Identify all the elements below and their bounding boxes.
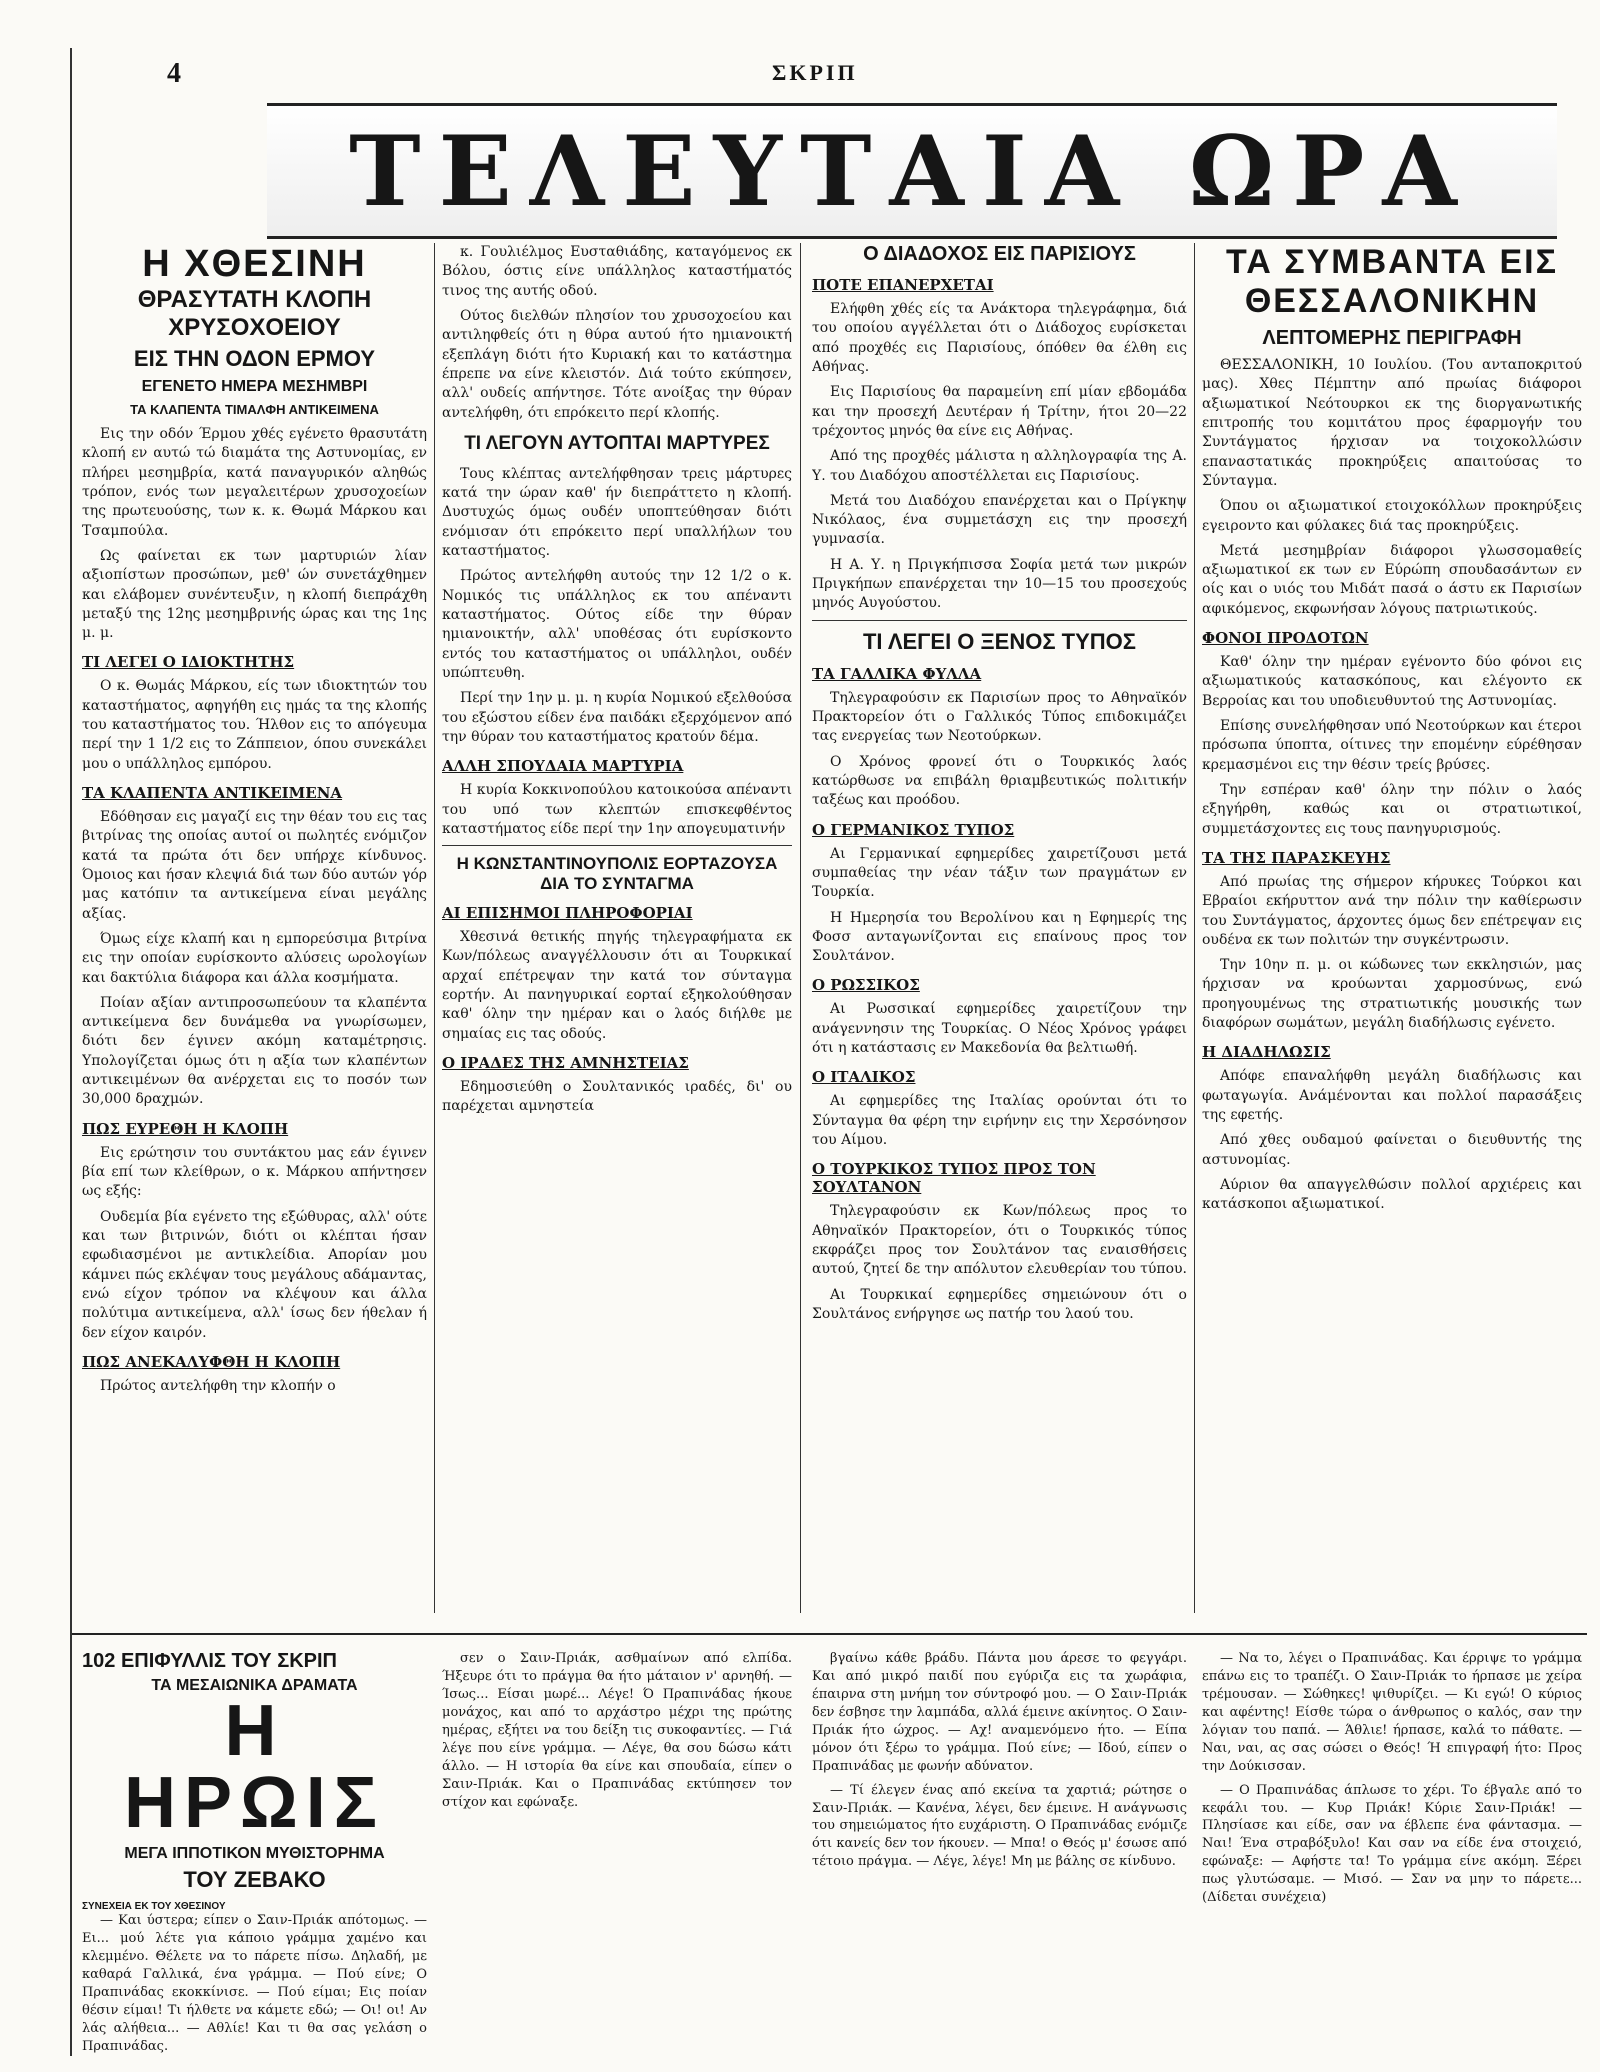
subheading: Ο ΤΟΥΡΚΙΚΟΣ ΤΥΠΟΣ ΠΡΟΣ ΤΟΝ ΣΟΥΛΤΑΝΟΝ <box>812 1160 1096 1197</box>
column-thessaloniki <box>1202 243 1582 1221</box>
feuilleton-col-3 <box>812 1650 1187 2050</box>
paragraph: Καθ' όλην την ημέραν εγένοντο δύο φόνοι εις αξιωματικούς κατασκόπους, και ελέγοντο εκ Βερροίας και του υποδιευθυντού της Αστυνομίας. <box>1202 654 1582 709</box>
paragraph: Ο Χρόνος φρονεί ότι ο Τουρκικός λαός κατώρθωσε να επιβάλη θριαμβευτικώς πολιτικήν ταξέως και προόδου. <box>812 753 1187 809</box>
subheading: ΤΙ ΛΕΓΟΥΝ ΑΥΤΟΠΤΑΙ ΜΑΡΤΥΡΕΣ <box>464 432 770 454</box>
section-banner: ΤΕΛΕΥΤΑΙΑ ΩΡΑ <box>267 103 1557 239</box>
subheading: Η ΔΙΑΔΗΛΩΣΙΣ <box>1202 1043 1331 1062</box>
column-foreign-press <box>812 243 1187 1330</box>
paragraph: Η Ημερησία του Βερολίνου και η Εφημερίς της Φοσσ ανταγωνίζονται εις επαίνους προς τον Σουλτάνον. <box>812 909 1187 965</box>
page-header <box>72 58 1587 98</box>
feuilleton-col-4 <box>1202 1650 1582 2050</box>
paragraph: Ο κ. Θωμάς Μάρκου, είς των ιδιοκτητών του καταστήματος, αφηγήθη εις ημάς τα της κλοπής του καταστήματος του. Ήλθον εις το απόγευμα περί την 1 1/2 εις το Ζάππειον, όπου συνεκάλει μου ο υπάλληλος εμπόρου. <box>82 678 427 772</box>
story-subtitle: ΕΙΣ ΤΗΝ ΟΔΟΝ ΕΡΜΟΥ <box>133 346 376 371</box>
subheading: Η ΚΩΝΣΤΑΝΤΙΝΟΥΠΟΛΙΣ ΕΟΡΤΑΖΟΥΣΑ ΔΙΑ ΤΟ ΣΥΝΤΑΓΜΑ <box>456 854 778 894</box>
paragraph: Ελήφθη χθές είς τα Ανάκτορα τηλεγράφημα, διά του οποίου αγγέλλεται ότι ο Διάδοχος ευρίσκεται από προχθές εις Παρισίους, όπόθεν θα έλθη εις Αθήνας. <box>812 301 1187 375</box>
paragraph: Μετά μεσημβρίαν διάφοροι γλωσσομαθείς αξιωματικοί εκ των εν Εύρώπη σπουδασάντων εν οίς και ο υιός του Μιδάτ πασά ο άστυ εκ Παρισίων αφικόμενος, εκφωνήσαν λόγους πατριωτικούς. <box>1202 542 1582 617</box>
feuilleton-author: ΤΟΥ ΖΕΒΑΚΟ <box>183 1867 326 1892</box>
divider <box>812 620 1187 621</box>
paragraph: Από χθες ουδαμού φαίνεται ο διευθυντής της αστυνομίας. <box>1202 1132 1582 1168</box>
column-theft-story <box>82 243 427 1402</box>
subheading: ΠΟΤΕ ΕΠΑΝΕΡΧΕΤΑΙ <box>812 276 994 294</box>
feuilleton-subtitle: ΜΕΓΑ ΙΠΠΟΤΙΚΟΝ ΜΥΘΙΣΤΟΡΗΜΑ <box>124 1845 385 1862</box>
paragraph: Εδημοσιεύθη ο Σουλτανικός ιραδές, δι' ου παρέχεται αμνηστεία <box>442 1079 792 1115</box>
paragraph: Πρώτος αντελήφθη την κλοπήν ο <box>100 1377 336 1394</box>
paragraph: Επίσης συνελήφθησαν υπό Νεοτούρκων και έτεροι πρόσωπα ύποπτα, οίτινες την επομένην εύρέθησαν κρεμασμένοι εις την θέσιν τρείς βρύσες. <box>1202 718 1582 773</box>
paragraph: Τηλεγραφούσιν εκ Κων/πόλεως προς το Αθηναϊκόν Πρακτορείον, ότι ο Τουρκικός τύπος εκφράζει προς τον Σουλτάνον τας εναισθήσεις αυτού, ζητεί δε την απόλυτον ελευθερίαν του τύπου. <box>812 1203 1187 1278</box>
paragraph: Η Α. Υ. η Πριγκήπισσα Σοφία μετά των μικρών Πριγκήπων επανέρχεται την 10—15 του προσεχούς μηνός Αυγούστου. <box>812 556 1187 612</box>
subheading: ΦΟΝΟΙ ΠΡΟΔΟΤΩΝ <box>1202 629 1369 648</box>
subheading: ΠΩΣ ΕΥΡΕΘΗ Η ΚΛΟΠΗ <box>82 1119 289 1138</box>
paragraph: Όπου οι αξιωματικοί ετοιχοκόλλων προκηρύξεις εγειροντο και φύλακες διά τας προκηρύξεις. <box>1202 498 1582 534</box>
feuilleton-title: Η ΗΡΩΙΣ <box>124 1691 385 1843</box>
subheading: Ο ΙΤΑΛΙΚΟΣ <box>812 1068 916 1087</box>
paragraph: Χθεσινά θετικής πηγής τηλεγραφήματα εκ Κων/πόλεως αναγγέλλουσιν ότι αι Τουρκικαί αρχαί επέτρεψαν την κατά τον σύνταγμα εορτήν. Αι πανηγυρικαί εορταί εξηκολούθησαν καθ' όλην την ημέραν και ο λαός διήλθε με σημαίας εις τας οδούς. <box>442 929 792 1042</box>
feuilleton-series: ΕΠΙΦΥΛΛΙΣ ΤΟΥ ΣΚΡΙΠ <box>120 1650 337 1672</box>
paragraph: ΘΕΣΣΑΛΟΝΙΚΗ, 10 Ιουλίου. (Του ανταποκριτού μας). Χθες Πέμπτην από πρωίας διάφοροι αξιωματικοί Νεότουρκοι εκ της διοργανωτικής επιτροπής του κομιτάτου προς έφαρμογήν του Συντάγματος ήρχισαν να τοιχοκολλώσιν επαναστατικάς προκηρύξεις απαιτούσας το Σύνταγμα. <box>1202 357 1582 489</box>
paragraph: Ουδεμία βία εγένετο της εξώθυρας, αλλ' ούτε και των βιτρινών, διότι οι κλέπται ήσαν εφωδιασμένοι με αντικλείδια. Απορίαν μου κάμνει πώς εκλέψαν τους μεγάλους αδάμαντας, ενώ είχον τρόπον να κλέψουν και άλλα πολύτιμα αντικείμενα, αλλ' ίσως δεν ήθελαν ή δεν είχον καιρόν. <box>82 1208 427 1341</box>
paragraph: Από της προχθές μάλιστα η αλληλογραφία της Α. Υ. του Διαδόχου αποστέλλεται εις Παρισίους. <box>812 448 1187 484</box>
subheading: ΑΙ ΕΠΙΣΗΜΟΙ ΠΛΗΡΟΦΟΡΙΑΙ <box>442 904 693 923</box>
paragraph: Εις ερώτησιν του συντάκτου μας εάν έγινεν βία επί των κλείθρων, ο κ. Μάρκου απήντησεν ως εξής: <box>82 1144 427 1200</box>
subheading: ΠΩΣ ΑΝΕΚΑΛΥΦΘΗ Η ΚΛΟΠΗ <box>82 1352 341 1371</box>
newspaper-page <box>70 48 1587 2056</box>
paragraph: Αι εφημερίδες της Ιταλίας ορούνται ότι το Σύνταγμα θα φέρη την ειρήνην εις την Χερσόνησον του Αίμου. <box>812 1093 1187 1148</box>
column-divider <box>800 243 801 1613</box>
feuilleton-divider <box>72 1633 1587 1635</box>
feuilleton-header <box>82 1650 427 2056</box>
subheading: ΤΑ ΤΗΣ ΠΑΡΑΣΚΕΥΗΣ <box>1202 848 1391 867</box>
paragraph: Τηλεγραφούσιν εκ Παρισίων προς το Αθηναϊκόν Πρακτορείον ότι ο Γαλλικός Τύπος επιδοκιμάζει τας ενεργείας των Νεοτούρκων. <box>812 689 1187 745</box>
paragraph: Πρώτος αντελήφθη αυτούς την 12 1/2 ο κ. Νομικός τις υπάλληλος εκ του απέναντι καταστήματος. Ούτος είδε την θύραν ημιανοικτήν, αλλ' υποθέσας ότι ευρίσκοντο εντός του καταστήματος οι υπάλληλοι, ουδέν υπώπτευθη. <box>442 568 792 681</box>
subheading: ΤΙ ΛΕΓΕΙ Ο ΞΕΝΟΣ ΤΥΠΟΣ <box>862 628 1136 654</box>
column-divider <box>1194 243 1195 1613</box>
paragraph: Η κυρία Κοκκινοπούλου κατοικούσα απέναντι του υπό των κλεπτών επισκεφθέντος καταστήματος είδε περί την 1ην απογευματινήν <box>442 782 792 837</box>
column-witnesses <box>442 243 792 1123</box>
paragraph: Τους κλέπτας αντελήφθησαν τρεις μάρτυρες κατά την ώραν καθ' ήν διεπράττετο η κλοπή. Δυστυχώς όμως ουδέν υποπτεύθησαν διότι ενόμισαν ότι επρόκειτο περί υπαλλήλων του καταστήματος. <box>442 465 792 560</box>
paragraph: Περί την 1ην μ. μ. η κυρία Νομικού εξελθούσα του εξώστου είδεν ένα παιδάκι εξερχόμενον από την θύραν του καταστήματος κρατούν δέμα. <box>442 690 792 745</box>
subheading: ΤΑ ΓΑΛΛΙΚΑ ΦΥΛΛΑ <box>812 664 982 683</box>
story-title: ΤΑ ΣΥΜΒΑΝΤΑ ΕΙΣ ΘΕΣΣΑΛΟΝΙΚΗΝ <box>1225 243 1559 320</box>
paragraph: Αύριον θα απαγγελθώσιν πολλοί αρχιέρεις και κατάσκοποι αξιωματικοί. <box>1202 1176 1582 1213</box>
story-title: ΘΡΑΣΥΤΑΤΗ ΚΛΟΠΗ ΧΡΥΣΟΧΟΕΙΟΥ <box>137 286 372 341</box>
story-kicker: Η ΧΘΕΣΙΝΗ <box>142 243 367 285</box>
paragraph: Εις Παρισίους θα παραμείνη επί μίαν εβδομάδα και την προσεχή Δευτέραν ή Τρίτην, ήτοι 20—22 τρέχοντος μηνός θα είνε εις Αθήνας. <box>812 384 1187 439</box>
subheading: Ο ΡΩΣΣΙΚΟΣ <box>812 976 920 995</box>
paragraph: Την 10ην π. μ. οι κώδωνες των εκκλησιών, μας ήρχισαν να κρούωνται χαρμοσύνως, ενώ προηγουμένως της στρατιωτικής μουσικής των διαφόρων σωμάτων, μεγάλη διαδήλωσις εγένετο. <box>1202 957 1582 1032</box>
paragraph: Μετά του Διαδόχου επανέρχεται και ο Πρίγκηψ Νικόλαος, ένα συμμετάσχη εις την προσεχή γυμνασία. <box>812 492 1187 548</box>
subheading: ΤΙ ΛΕΓΕΙ Ο ΙΔΙΟΚΤΗΤΗΣ <box>82 653 295 672</box>
subheading: Ο ΔΙΑΔΟΧΟΣ ΕΙΣ ΠΑΡΙΣΙΟΥΣ <box>863 243 1136 265</box>
story-deck-2: ΤΑ ΚΛΑΠΕΝΤΑ ΤΙΜΑΛΦΗ ΑΝΤΙΚΕΙΜΕΝΑ <box>130 402 379 417</box>
paragraph: Ούτος διελθών πλησίον του χρυσοχοείου και αντιληφθείς ότι η θύρα αυτού ήτο ημιανοικτή εξεπλάγη διότι ήτο Κυριακή και το κατάστημα έπρεπε να είνε κλειστόν. Διά τούτο εκύπησεν, αλλ' ουδείς απήντησε. Τότε ανοίξας την θύραν αντελήφθη, ότι επρόκειτο περί κλοπής. <box>442 307 792 421</box>
paragraph: Από πρωίας της σήμερον κήρυκες Τούρκοι και Εβραίοι εκήρυττον ανά την πόλιν την καθίερωσιν του Συντάγματος, άρχοντες όμως δεν επέτρεψαν εις ουδένα εκ των πολιτών την συγκέντρωσιν. <box>1202 873 1582 948</box>
paragraph: Αι Ρωσσικαί εφημερίδες χαιρετίζουν την ανάγεννησιν της Τουρκίας. Ο Νέος Χρόνος γράφει ότι η κατάστασις εν Μακεδονία θα βελτιωθή. <box>812 1001 1187 1057</box>
subheading: Ο ΙΡΑΔΕΣ ΤΗΣ ΑΜΝΗΣΤΕΙΑΣ <box>442 1054 689 1072</box>
paragraph: Ποίαν αξίαν αντιπροσωπεύουν τα κλαπέντα αντικείμενα δεν δυνάμεθα να γνωρίσωμεν, διότι δεν έγινεν ακόμη καταμέτρησις. Υπολογίζεται όμως ότι η αξία των κλαπέντων αντικειμένων θα ανέρχεται εις το ποσόν των 30,000 δραχμών. <box>82 994 427 1108</box>
paragraph: — Και ύστερα; είπεν ο Σαιν-Πριάκ απότομως. — Ει... μού λέτε για κάποιο γράμμα χαμένο και κλεμμένο. Θέλετε να το πάρετε πίσω. Δηλαδή, με καθαρά Γαλλικά, ένα γράμμα. — Πού είνε; Ο Πραπινάδας εκοκκίνισε. — Πού είμαι; Εις ποίαν θέσιν είμαι! Τι ήλθετε να κάμετε εδώ; — Οι! οι! Αν λάς αλήθεια... — Αθλίε! Και τι θα σας γελάση ο Πραπινάδας. <box>82 1913 427 2054</box>
paragraph: — Ο Πραπινάδας άπλωσε το χέρι. Το έβγαλε από το κεφάλι του. — Κυρ Πριάκ! Κύριε Σαιν-Πριάκ! — Πλησίασε και είδε, σαν να έβλεπε ένα φάντασμα. — Ναι! Ένα στραβόξυλο! Και σαν να είδε ένα στοιχειό, εφώναξε: — Αφήστε τα! Το γράμμα είνε ακόμη. Ξέρει πως γλυτώσαμε. — Μισό. — Σαν να μην το πάρετε... (Δίδεται συνέχεια) <box>1202 1782 1582 1906</box>
divider <box>442 845 792 846</box>
paragraph: Όμως είχε κλαπή και η εμπορεύσιμα βιτρίνα εις την οποίαν ευρίσκοντο αλύσεις ωρολογίων και δακτύλια διάφορα και άλλα κοσμήματα. <box>82 930 427 986</box>
feuilleton-col-2 <box>442 1650 792 2050</box>
paper-name: ΣΚΡΙΠ <box>772 60 858 85</box>
paragraph: — Να το, λέγει ο Πραπινάδας. Και έρριψε το γράμμα επάνω εις το τραπέζι. Ο Σαιν-Πριάκ το ήρπασε με χείρα τρέμουσαν. — Σώθηκες! ψιθυρίζει. — Κι εγώ! Ο κύριος και αφέντης! Είσθε τώρα ο άνθρωπος ο καλός, σαν την λόγιαν του παπά. — Άθλιε! ήρπασε, καλά το πάθατε. — Ναι, ναι, ας σας σώσει ο Θεός! Ή επιγραφή ήτο: Προς την Δούκισσαν. <box>1202 1651 1582 1774</box>
paragraph: Απόφε επαναλήφθη μεγάλη διαδήλωσις και φωταγωγία. Ανάμένονται και πολλοί παρασάξεις της εφετής. <box>1202 1068 1582 1123</box>
feuilleton-continued: ΣΥΝΕΧΕΙΑ ΕΚ ΤΟΥ ΧΘΕΣΙΝΟΥ <box>82 1901 226 1912</box>
paragraph: Αι Γερμανικαί εφημερίδες χαιρετίζουσι μετά συμπαθείας την νέαν τάξιν των πραγμάτων εν Τουρκία. <box>812 845 1187 901</box>
paragraph: — Τί έλεγεν ένας από εκείνα τα χαρτιά; ρώτησε ο Σαιν-Πριάκ. — Κανένα, λέγει, δεν έμεινε. Η ανάγνωσις του σημειώματος ήτο ευχάριστη. Ο Πραπινάδας ενόμιζε ότι κανείς δεν τον ήκουεν. — Μπα! ο Θεός μ' έσωσε από τέτοιο πράγμα. — Λέγε, λέγε! Μη με βάλης σε κίνδυνο. <box>812 1782 1187 1870</box>
subheading: ΑΛΛΗ ΣΠΟΥΔΑΙΑ ΜΑΡΤΥΡΙΑ <box>442 757 684 776</box>
subheading: Ο ΓΕΡΜΑΝΙΚΟΣ ΤΥΠΟΣ <box>812 820 1015 839</box>
column-divider <box>434 243 435 1613</box>
paragraph: Ως φαίνεται εκ των μαρτυριών λίαν αξιοπίστων προσώπων, μεθ' ών συνετάχθημεν και ελάβομεν συνέντευξιν, η κλοπή διεπράχθη μεταξύ της 12ης μεσημβρινής ώρας και της 1ης μ. μ. <box>82 547 427 642</box>
feuilleton-label: ΤΑ ΜΕΣΑΙΩΝΙΚΑ ΔΡΑΜΑΤΑ <box>151 1677 358 1694</box>
paragraph: Αι Τουρκικαί εφημερίδες σημειώνουν ότι ο Σουλτάνος ενήργησε ως πατήρ του λαού του. <box>812 1286 1187 1322</box>
page-number: 4 <box>167 58 181 89</box>
paragraph: Την εσπέραν καθ' όλην την πόλιν ο λαός εξηγήρθη, καθώς και οι στρατιωτικοί, συμμετάσχοντες εις τους πανηγυρισμούς. <box>1202 781 1582 837</box>
story-subtitle: ΛΕΠΤΟΜΕΡΗΣ ΠΕΡΙΓΡΑΦΗ <box>1262 327 1522 349</box>
paragraph: Εδόθησαν εις μαγαζί εις την θέαν του εις τας βιτρίνας της οποίας αυτοί οι πωλητές ενόμιζον κατά τα πρώτα ότι δεν υπήρχε κίνδυνος. Όμοιος και ήσαν κλεψιά διά των δύο αυτών γόρ μας κατόπιν τα αντικείμενα είναι μεγάλης αξίας. <box>82 809 427 922</box>
paragraph: σεν ο Σαιν-Πριάκ, ασθμαίνων από ελπίδα. Ήξευρε ότι το πράγμα θα ήτο μάταιον ν' αρνηθή. — Ίσως... Είσαι μωρέ... Λέγε! Ό Πραπινάδας ήκουε μονάχος, και από το αρχάστρο μέχρι της πρώτης ημέρας, εξήτει να του δείξη τις συκοφαντίες. — Γιά λέγε που είνε γράμμα. — Λέγε, θα σου δώσω κάτι άλλο. — Η ιστορία θα είνε και σπουδαία, είπεν ο Σαιν-Πριάκ. Και ο Πραπινάδας εκτύπησεν τον στίχον και εφώναξε. <box>442 1651 792 1810</box>
paragraph: Εις την οδόν Έρμου χθές εγένετο θρασυτάτη κλοπή εν αυτώ τώ διαμάτα της Αστυνομίας, εν πλήρει μεσημβρία, κατά παναγυρικόν αληθώς τρόπον, ενός των μεγαλειτέρων χρυσοχοείων της πρωτευούσης, των κ. κ. Θωμά Μάρκου και Τσαμπούλα. <box>82 426 427 539</box>
subheading: ΤΑ ΚΛΑΠΕΝΤΑ ΑΝΤΙΚΕΙΜΕΝΑ <box>82 784 343 802</box>
paragraph: βγαίνω κάθε βράδυ. Πάντα μου άρεσε το φεγγάρι. Και από μικρό παιδί που εγύριζα εις τα χωράφια, έπαιρνα στη μνήμη τον σύντροφό μου. — Ο Σαιν-Πριάκ δεν έσβησε την λαμπάδα, αλλά έμεινε ακίνητος. Ο Σαιν-Πριάκ ήτο ώχρος. — Αχ! αναμενόμενο ήτο. — Είπα μόνον ότι ξέρω το γράμμα. Πού είνε; — Ιδού, είπεν ο Πραπινάδας με φωνήν αδύνατον. <box>812 1651 1187 1774</box>
paragraph: κ. Γουλιέλμος Ευσταθιάδης, καταγόμενος εκ Βόλου, όστις είνε υπάλληλος καταστήματός τινος της αυτής οδού. <box>442 244 792 299</box>
story-deck: ΕΓΕΝΕΤΟ ΗΜΕΡΑ ΜΕΣΗΜΒΡΙ <box>141 378 368 395</box>
feuilleton-number: 102 <box>82 1650 116 1672</box>
